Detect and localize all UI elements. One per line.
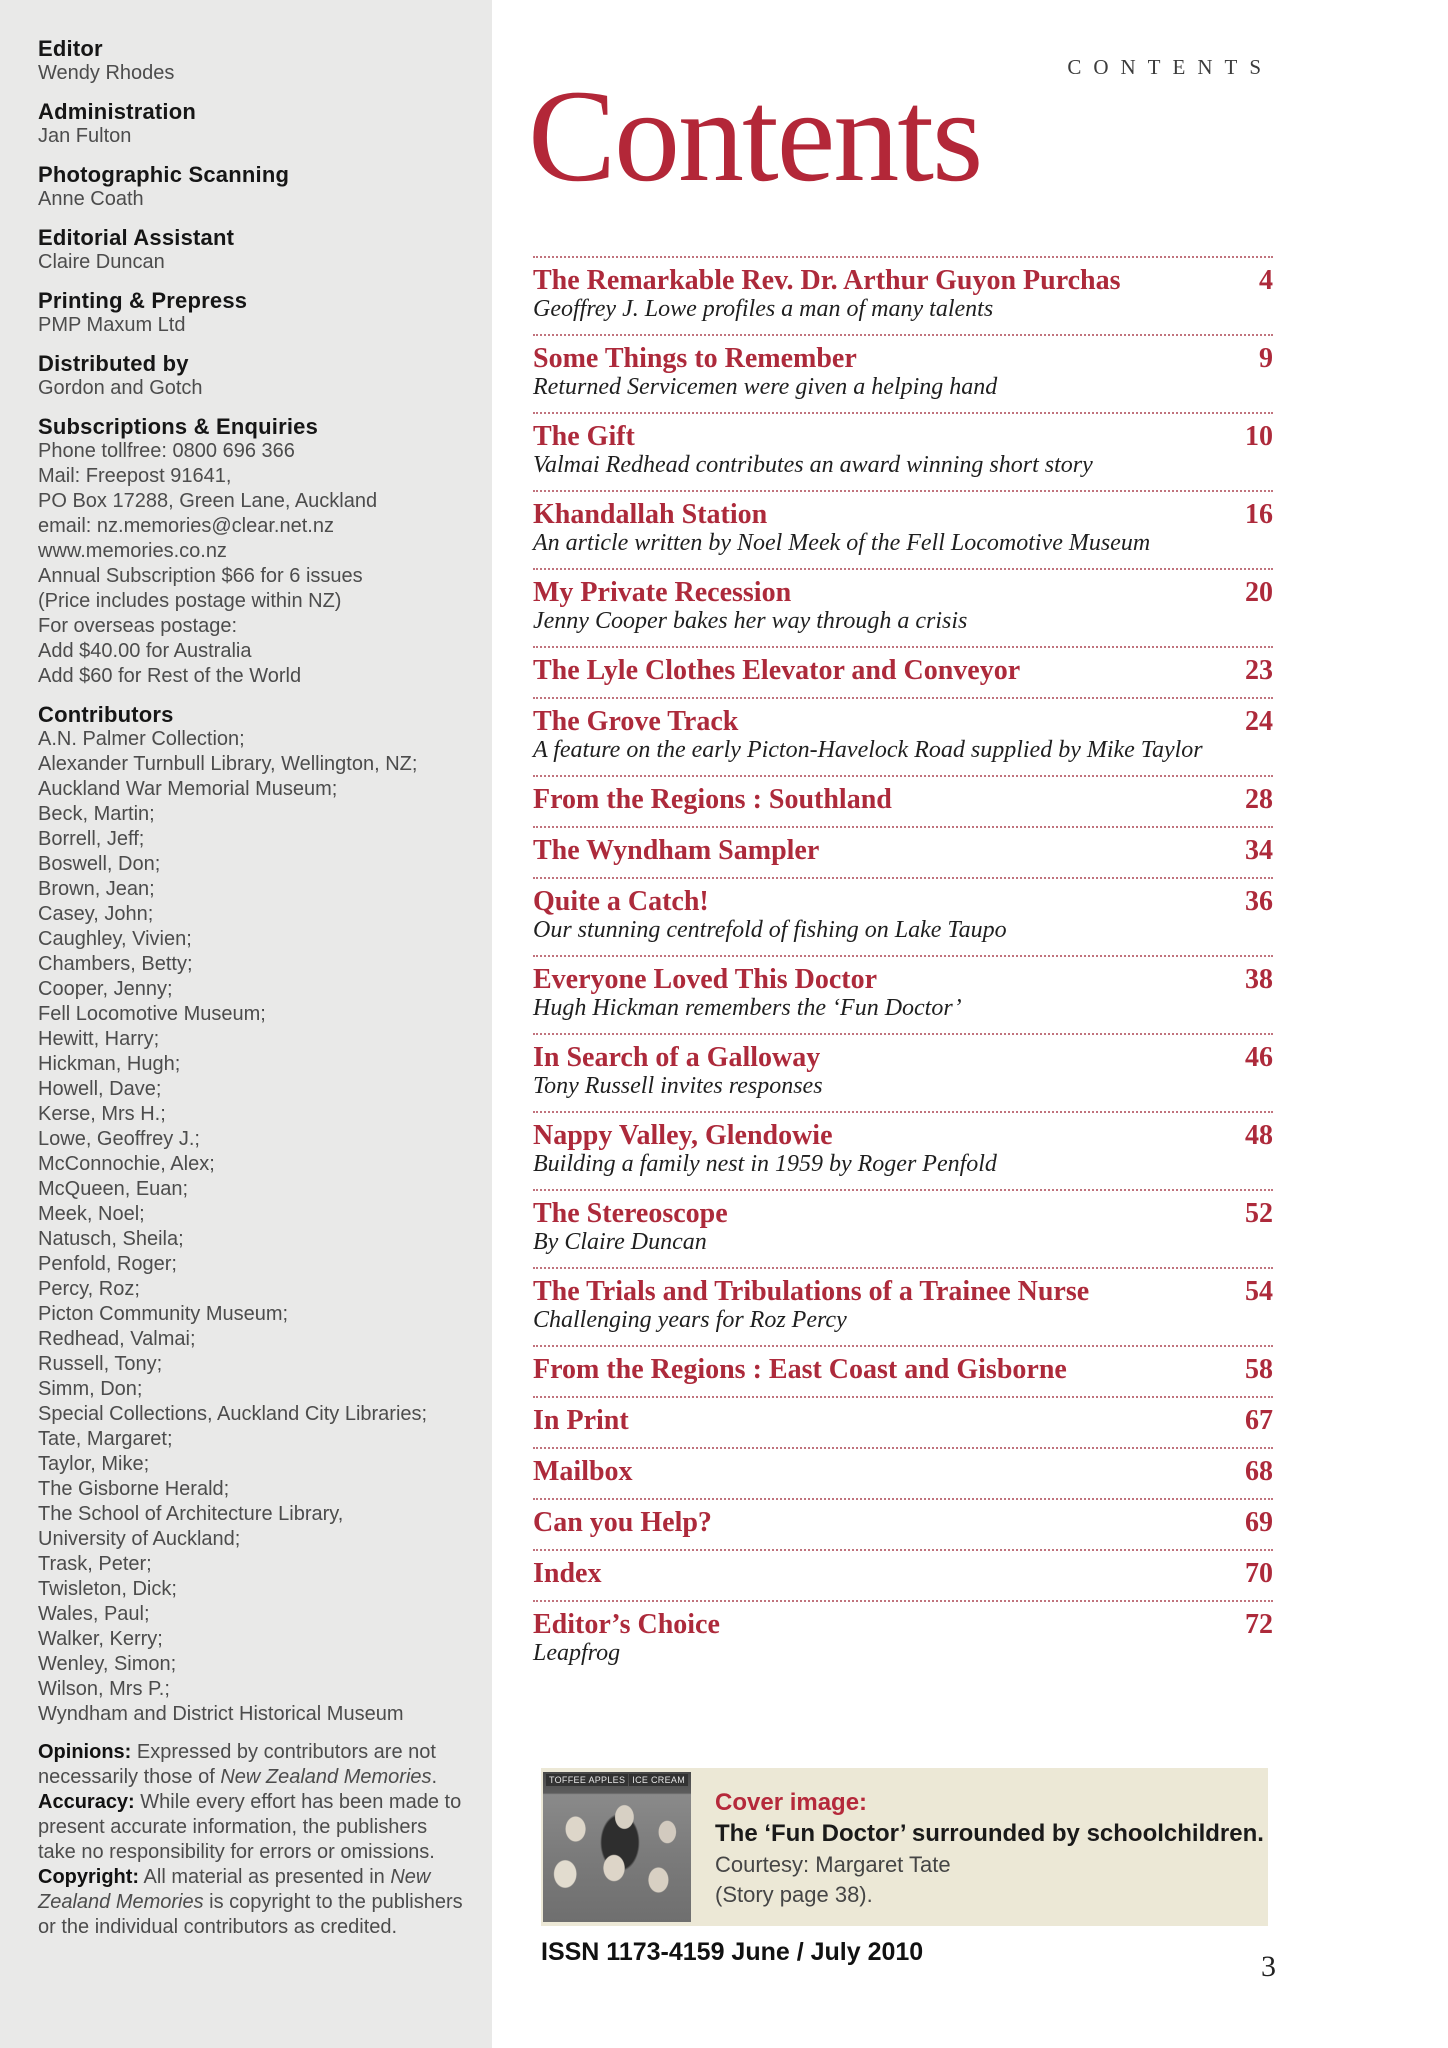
toc-entry-row (533, 887, 1273, 917)
toc-entry-title: Index (533, 1558, 602, 1589)
toc-entry (533, 826, 1273, 877)
toc-entry (533, 256, 1273, 334)
masthead-line: PMP Maxum Ltd (38, 314, 186, 336)
toc-entry-title: My Private Recession (533, 577, 792, 608)
cover-image-story-ref: (Story page 38). (715, 1882, 873, 1907)
masthead-line: Hickman, Hugh; (38, 1053, 181, 1075)
running-head: CONTENTS (1067, 55, 1273, 79)
masthead-line: Brown, Jean; (38, 878, 155, 900)
masthead-blocks (38, 36, 466, 1727)
masthead-line: Auckland War Memorial Museum; (38, 778, 338, 800)
masthead-line: Borrell, Jeff; (38, 828, 145, 850)
toc-entry-page: 58 (1245, 1354, 1273, 1385)
toc-entry-page: 23 (1245, 655, 1273, 686)
masthead-line: Alexander Turnbull Library, Wellington, NZ; (38, 753, 418, 775)
masthead-block (38, 351, 466, 401)
toc-entry-subtitle: Building a family nest in 1959 by Roger Penfold (533, 1151, 997, 1177)
toc-entry (533, 1600, 1273, 1678)
toc-entry-row (533, 578, 1273, 608)
masthead-line: McConnochie, Alex; (38, 1153, 215, 1175)
note-paragraph: Copyright: All material as presented in New Zealand Memories is copyright to the publishers or the individual contributors as credited. (38, 1866, 463, 1938)
toc-entry (533, 1396, 1273, 1447)
masthead-block (38, 162, 466, 212)
toc-entry (533, 1549, 1273, 1600)
masthead-line: Wendy Rhodes (38, 62, 175, 84)
publisher-notes (38, 1740, 466, 1940)
toc-entry (533, 646, 1273, 697)
masthead-line: Phone tollfree: 0800 696 366 (38, 440, 295, 462)
masthead-heading: Administration (38, 99, 197, 124)
toc-entry-subtitle: Tony Russell invites responses (533, 1073, 823, 1099)
toc-entry-row (533, 785, 1273, 815)
toc-entry-title: Quite a Catch! (533, 886, 709, 917)
masthead-line: Twisleton, Dick; (38, 1578, 177, 1600)
toc-entry-row (533, 1043, 1273, 1073)
toc-entry-row (533, 266, 1273, 296)
toc-entry-title: The Wyndham Sampler (533, 835, 820, 866)
masthead-line: (Price includes postage within NZ) (38, 590, 342, 612)
toc-entry (533, 775, 1273, 826)
toc-list (533, 256, 1273, 1678)
toc-entry-row (533, 422, 1273, 452)
masthead-block (38, 288, 466, 338)
toc-entry (533, 1345, 1273, 1396)
toc-entry (533, 490, 1273, 568)
toffee-apples-sign: TOFFEE APPLES (546, 1774, 628, 1786)
masthead-line: Boswell, Don; (38, 853, 161, 875)
toc-entry-page: 20 (1245, 577, 1273, 608)
toc-entry-row (533, 836, 1273, 866)
toc-entry-subtitle: Challenging years for Roz Percy (533, 1307, 847, 1333)
masthead-line: The Gisborne Herald; (38, 1478, 230, 1500)
masthead-line: Annual Subscription $66 for 6 issues (38, 565, 363, 587)
masthead-line: Anne Coath (38, 188, 144, 210)
toc-entry-row (533, 1121, 1273, 1151)
toc-entry (533, 1033, 1273, 1111)
masthead-line: Natusch, Sheila; (38, 1228, 184, 1250)
toc-entry-page: 68 (1245, 1456, 1273, 1487)
masthead-line: Howell, Dave; (38, 1078, 162, 1100)
masthead-line: Mail: Freepost 91641, (38, 465, 232, 487)
masthead-heading: Editor (38, 36, 103, 61)
page-number: 3 (1261, 1950, 1276, 1983)
masthead-line: Simm, Don; (38, 1378, 143, 1400)
masthead-line: Russell, Tony; (38, 1353, 163, 1375)
toc-entry (533, 1267, 1273, 1345)
cover-photo-signs (543, 1774, 691, 1786)
masthead-line: Wilson, Mrs P.; (38, 1678, 170, 1700)
toc-entry-subtitle: Our stunning centrefold of fishing on Lake Taupo (533, 917, 1007, 943)
toc-entry-page: 67 (1245, 1405, 1273, 1436)
masthead-line: McQueen, Euan; (38, 1178, 189, 1200)
toc-entry-title: Editor’s Choice (533, 1609, 720, 1640)
toc-entry-row (533, 707, 1273, 737)
toc-entry-page: 52 (1245, 1198, 1273, 1229)
masthead-line: Casey, John; (38, 903, 154, 925)
masthead-line: For overseas postage: (38, 615, 237, 637)
toc-entry-title: The Trials and Tribulations of a Trainee Nurse (533, 1276, 1090, 1307)
toc-entry-page: 72 (1245, 1609, 1273, 1640)
toc-entry (533, 412, 1273, 490)
masthead-line: Claire Duncan (38, 251, 165, 273)
toc-entry-row (533, 1355, 1273, 1385)
masthead-block (38, 225, 466, 275)
masthead-line: Special Collections, Auckland City Libraries; (38, 1403, 428, 1425)
toc-entry-page: 16 (1245, 499, 1273, 530)
toc-entry-title: In Search of a Galloway (533, 1042, 821, 1073)
toc-entry-page: 46 (1245, 1042, 1273, 1073)
toc-entry-title: Mailbox (533, 1456, 633, 1487)
toc-entry-title: The Gift (533, 421, 635, 452)
toc-entry (533, 568, 1273, 646)
toc-entry (533, 877, 1273, 955)
masthead-heading: Photographic Scanning (38, 162, 290, 187)
masthead-line: Penfold, Roger; (38, 1253, 177, 1275)
masthead-heading: Distributed by (38, 351, 189, 376)
toc-entry-title: Khandallah Station (533, 499, 768, 530)
toc-entry-title: The Remarkable Rev. Dr. Arthur Guyon Purchas (533, 265, 1121, 296)
toc-entry (533, 697, 1273, 775)
masthead-block (38, 99, 466, 149)
toc-entry (533, 955, 1273, 1033)
toc-entry-page: 34 (1245, 835, 1273, 866)
cover-image-title: The ‘Fun Doctor’ surrounded by schoolchildren. (715, 1820, 1264, 1847)
masthead-block (38, 702, 466, 1727)
masthead-line: Lowe, Geoffrey J.; (38, 1128, 200, 1150)
masthead-line: www.memories.co.nz (38, 540, 227, 562)
masthead-line: Beck, Martin; (38, 803, 155, 825)
toc-entry-title: Everyone Loved This Doctor (533, 964, 878, 995)
page-title: Contents (528, 62, 982, 209)
toc-entry (533, 1111, 1273, 1189)
toc-entry-title: Can you Help? (533, 1507, 712, 1538)
toc-entry-title: From the Regions : East Coast and Gisborne (533, 1354, 1067, 1385)
toc-entry-page: 70 (1245, 1558, 1273, 1589)
masthead-line: Add $40.00 for Australia (38, 640, 252, 662)
toc-entry-row (533, 1508, 1273, 1538)
masthead-sidebar (0, 0, 492, 2048)
masthead-line: Wales, Paul; (38, 1603, 150, 1625)
toc-entry-subtitle: Hugh Hickman remembers the ‘Fun Doctor’ (533, 995, 962, 1021)
masthead-line: Caughley, Vivien; (38, 928, 192, 950)
toc-entry-page: 9 (1259, 343, 1273, 374)
masthead-line: Jan Fulton (38, 125, 132, 147)
masthead-line: Wyndham and District Historical Museum (38, 1703, 404, 1725)
toc-entry-row (533, 656, 1273, 686)
masthead-line: Percy, Roz; (38, 1278, 140, 1300)
toc-entry-subtitle: A feature on the early Picton-Havelock Road supplied by Mike Taylor (533, 737, 1203, 763)
toc-entry-title: Nappy Valley, Glendowie (533, 1120, 833, 1151)
ice-cream-sign: ICE CREAM (629, 1774, 688, 1786)
masthead-line: Gordon and Gotch (38, 377, 203, 399)
toc-entry-row (533, 344, 1273, 374)
toc-entry-row (533, 1610, 1273, 1640)
toc-entry-subtitle: An article written by Noel Meek of the Fell Locomotive Museum (533, 530, 1151, 556)
masthead-line: Fell Locomotive Museum; (38, 1003, 266, 1025)
toc-entry-row (533, 1199, 1273, 1229)
toc-entry (533, 1498, 1273, 1549)
toc-entry-page: 38 (1245, 964, 1273, 995)
issn-line: ISSN 1173-4159 June / July 2010 (541, 1938, 924, 1966)
masthead-heading: Contributors (38, 702, 174, 727)
masthead-line: Picton Community Museum; (38, 1303, 289, 1325)
toc-entry-row (533, 1457, 1273, 1487)
toc-entry (533, 1189, 1273, 1267)
toc-entry-subtitle: Returned Servicemen were given a helping hand (533, 374, 998, 400)
masthead-line: Redhead, Valmai; (38, 1328, 196, 1350)
toc-entry-page: 54 (1245, 1276, 1273, 1307)
masthead-line: Hewitt, Harry; (38, 1028, 160, 1050)
cover-photo (543, 1772, 691, 1922)
masthead-heading: Subscriptions & Enquiries (38, 414, 319, 439)
toc-entry-row (533, 965, 1273, 995)
toc-entry-title: The Stereoscope (533, 1198, 728, 1229)
toc-entry-row (533, 1406, 1273, 1436)
masthead-line: University of Auckland; (38, 1528, 241, 1550)
toc-entry-subtitle: Leapfrog (533, 1640, 621, 1666)
toc-entry-subtitle: By Claire Duncan (533, 1229, 707, 1255)
toc-entry-page: 4 (1259, 265, 1273, 296)
toc-entry-title: The Grove Track (533, 706, 739, 737)
masthead-line: email: nz.memories@clear.net.nz (38, 515, 334, 537)
cover-image-box (541, 1768, 1268, 1926)
toc-entry-subtitle: Valmai Redhead contributes an award winning short story (533, 452, 1093, 478)
toc-entry-subtitle: Geoffrey J. Lowe profiles a man of many talents (533, 296, 994, 322)
masthead-line: Wenley, Simon; (38, 1653, 177, 1675)
masthead-line: Kerse, Mrs H.; (38, 1103, 166, 1125)
toc-entry-title: In Print (533, 1405, 629, 1436)
toc-entry-page: 48 (1245, 1120, 1273, 1151)
toc-entry-page: 24 (1245, 706, 1273, 737)
toc-entry-page: 69 (1245, 1507, 1273, 1538)
toc-entry-title: Some Things to Remember (533, 343, 857, 374)
cover-image-label: Cover image: (715, 1789, 868, 1816)
masthead-heading: Editorial Assistant (38, 225, 235, 250)
cover-caption (691, 1768, 1264, 1926)
cover-image-courtesy: Courtesy: Margaret Tate (715, 1852, 951, 1877)
masthead-line: A.N. Palmer Collection; (38, 728, 245, 750)
toc-entry-row (533, 1559, 1273, 1589)
masthead-line: Chambers, Betty; (38, 953, 193, 975)
toc-entry (533, 1447, 1273, 1498)
masthead-line: Tate, Margaret; (38, 1428, 173, 1450)
masthead-line: Cooper, Jenny; (38, 978, 173, 1000)
toc-entry-page: 10 (1245, 421, 1273, 452)
masthead-line: Walker, Kerry; (38, 1628, 163, 1650)
masthead-line: PO Box 17288, Green Lane, Auckland (38, 490, 378, 512)
note-paragraph: Accuracy: While every effort has been made to present accurate information, the publishers take no responsibility for errors or omissions. (38, 1791, 462, 1863)
masthead-block (38, 414, 466, 689)
toc-entry-row (533, 500, 1273, 530)
toc-entry-page: 36 (1245, 886, 1273, 917)
masthead-line: Meek, Noel; (38, 1203, 145, 1225)
toc-entry-row (533, 1277, 1273, 1307)
toc-entry-title: From the Regions : Southland (533, 784, 892, 815)
toc-entry (533, 334, 1273, 412)
toc-entry-subtitle: Jenny Cooper bakes her way through a crisis (533, 608, 968, 634)
toc-entry-title: The Lyle Clothes Elevator and Conveyor (533, 655, 1021, 686)
masthead-heading: Printing & Prepress (38, 288, 248, 313)
masthead-line: The School of Architecture Library, (38, 1503, 344, 1525)
masthead-block (38, 36, 466, 86)
masthead-line: Trask, Peter; (38, 1553, 152, 1575)
note-paragraph: Opinions: Expressed by contributors are not necessarily those of New Zealand Memories. (38, 1741, 438, 1788)
toc-entry-page: 28 (1245, 784, 1273, 815)
masthead-line: Taylor, Mike; (38, 1453, 150, 1475)
masthead-line: Add $60 for Rest of the World (38, 665, 302, 687)
